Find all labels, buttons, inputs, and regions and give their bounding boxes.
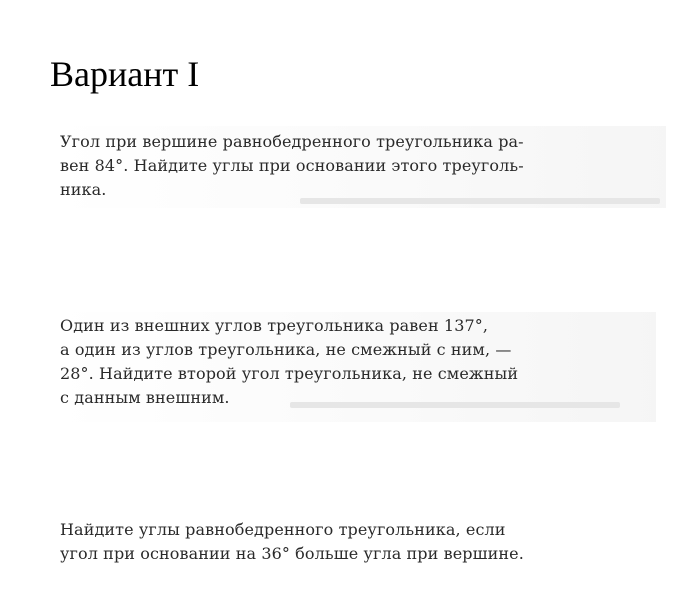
page-title: Вариант I [50, 54, 200, 94]
problem-line: а один из углов треугольника, не смежный с ним, — [60, 340, 512, 359]
problem-line: Угол при вершине равнобедренного треугольника ра- [60, 132, 524, 151]
problem-1 [60, 130, 640, 202]
problem-line: вен 84°. Найдите углы при основании этого треуголь- [60, 156, 524, 175]
problem-line: Один из внешних углов треугольника равен 137°, [60, 316, 489, 335]
problem-line: угол при основании на 36° больше угла при вершине. [60, 544, 524, 563]
problem-line: ника. [60, 180, 107, 199]
problem-2 [60, 314, 640, 410]
problem-line: с данным внешним. [60, 388, 230, 407]
problem-line: 28°. Найдите второй угол треугольника, не смежный [60, 364, 519, 383]
problem-line: Найдите углы равнобедренного треугольника, если [60, 520, 506, 539]
problem-3 [60, 518, 640, 566]
